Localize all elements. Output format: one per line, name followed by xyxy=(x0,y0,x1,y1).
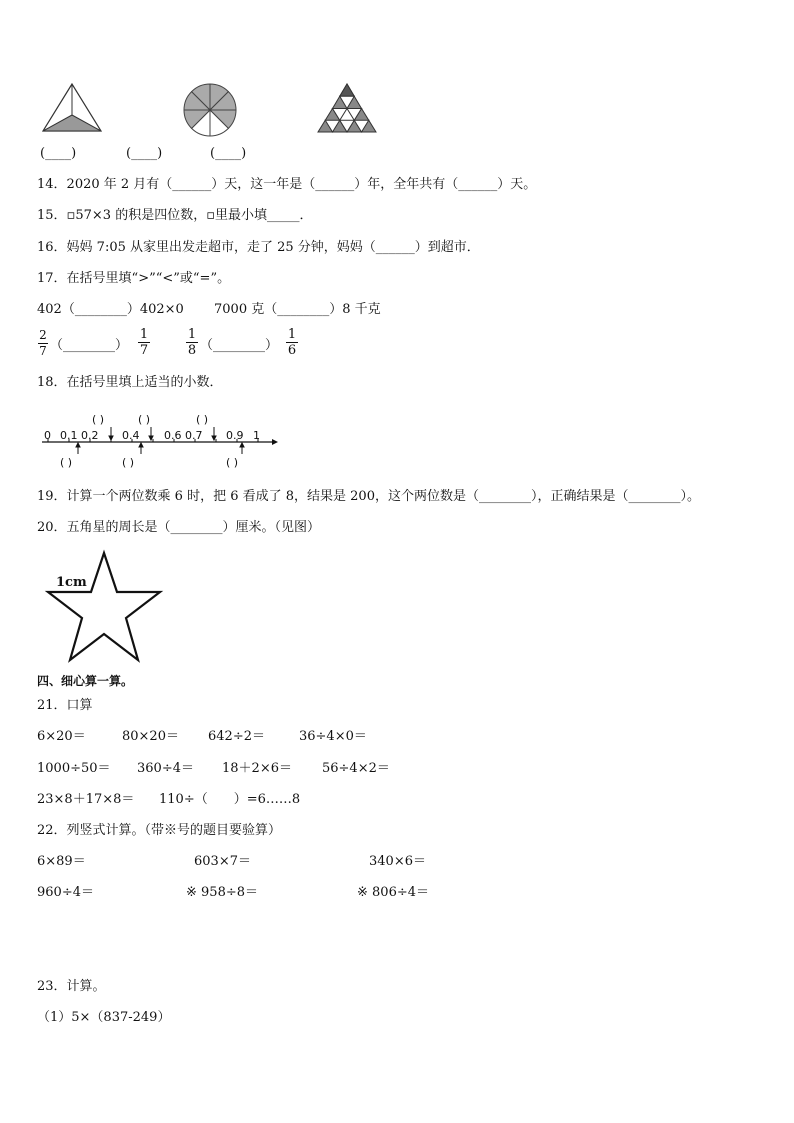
triangle-figure xyxy=(40,82,104,134)
question-14: 14．2020 年 2 月有（______）天，这一年是（______）年，全年共有（______）天。 xyxy=(37,177,537,192)
q22-r1-c2: 603×7＝ xyxy=(194,854,251,869)
number-line-paren-bottom-1[interactable]: ( ) xyxy=(60,456,73,469)
q22-r1-c1: 6×89＝ xyxy=(37,854,86,869)
number-line-paren-top-1[interactable]: ( ) xyxy=(92,413,105,426)
fraction-1-7 xyxy=(138,328,150,357)
fraction-2-7 xyxy=(38,329,48,358)
fraction-blank-2[interactable]: （________） xyxy=(200,338,279,353)
question-18-title: 18．在括号里填上适当的小数． xyxy=(37,375,223,390)
small-triangles-figure xyxy=(316,82,378,134)
q22-r2-c1: 960÷4＝ xyxy=(37,885,94,900)
question-21-title: 21．口算 xyxy=(37,698,93,713)
figure-blank-3[interactable]: (____) xyxy=(210,146,247,161)
fraction-numerator: 2 xyxy=(39,328,47,342)
number-line-label-0.2: 0.2 xyxy=(81,429,99,442)
q21-r1-c1: 6×20＝ xyxy=(37,729,86,744)
q21-r3-c1: 23×8＋17×8＝ xyxy=(37,792,135,807)
fraction-numerator: 1 xyxy=(287,327,297,342)
number-line-label-1: 1 xyxy=(253,429,260,442)
fraction-denominator: 8 xyxy=(187,343,197,358)
fraction-1-6 xyxy=(286,328,298,357)
question-19: 19．计算一个两位数乘 6 时，把 6 看成了 8，结果是 200，这个两位数是（________），正确结果是（________）。 xyxy=(37,489,700,504)
number-line-paren-top-3[interactable]: ( ) xyxy=(196,413,209,426)
q22-r1-c3: 340×6＝ xyxy=(369,854,426,869)
number-line-label-0.4: 0.4 xyxy=(122,429,140,442)
q22-r2-c3: ※ 806÷4＝ xyxy=(357,885,430,900)
section-4-heading: 四、细心算一算。 xyxy=(37,674,134,688)
star-side-label: 1cm xyxy=(56,575,87,590)
q21-r1-c2: 80×20＝ xyxy=(122,729,179,744)
question-20: 20．五角星的周长是（________）厘米。（见图） xyxy=(37,520,321,535)
number-line-label-0.7: 0.7 xyxy=(185,429,203,442)
number-line-label-0.9: 0.9 xyxy=(226,429,244,442)
question-17-row1-a: 402（________）402×0 xyxy=(37,302,184,317)
fraction-numerator: 1 xyxy=(139,327,149,342)
fraction-denominator: 7 xyxy=(139,343,149,358)
q21-r2-c1: 1000÷50＝ xyxy=(37,761,111,776)
q21-r2-c2: 360÷4＝ xyxy=(137,761,194,776)
fraction-1-8 xyxy=(186,328,198,357)
fraction-numerator: 1 xyxy=(187,327,197,342)
q22-r2-c2: ※ 958÷8＝ xyxy=(186,885,259,900)
number-line-label-0.6: 0.6 xyxy=(164,429,182,442)
star-figure xyxy=(46,550,164,665)
question-23-item-1: （1）5×（837-249） xyxy=(37,1010,171,1025)
q21-r1-c4: 36÷4×0＝ xyxy=(299,729,367,744)
q21-r3-c2: 110÷（ ）=6……8 xyxy=(159,792,301,807)
number-line-paren-top-2[interactable]: ( ) xyxy=(138,413,151,426)
question-15: 15．▫57×3 的积是四位数，▫里最小填_____． xyxy=(37,208,313,223)
figure-blank-2[interactable]: (____) xyxy=(126,146,163,161)
number-line-paren-bottom-2[interactable]: ( ) xyxy=(122,456,135,469)
number-line-paren-bottom-3[interactable]: ( ) xyxy=(226,456,239,469)
question-22-title: 22．列竖式计算。（带※号的题目要验算） xyxy=(37,823,282,838)
fraction-denominator: 6 xyxy=(287,343,297,358)
fraction-denominator: 7 xyxy=(39,344,47,358)
question-17-title: 17．在括号里填“>”“<”或“=”。 xyxy=(37,271,231,286)
number-line-label-0.1: 0.1 xyxy=(60,429,78,442)
question-17-row1-b: 7000 克（________）8 千克 xyxy=(214,302,381,317)
number-line-label-0: 0 xyxy=(44,429,51,442)
q21-r1-c3: 642÷2＝ xyxy=(208,729,265,744)
fraction-blank-1[interactable]: （________） xyxy=(50,338,129,353)
question-23-title: 23．计算。 xyxy=(37,979,106,994)
circle-figure xyxy=(182,82,238,138)
q21-r2-c3: 18＋2×6＝ xyxy=(222,761,292,776)
figure-blank-1[interactable]: (____) xyxy=(40,146,77,161)
q21-r2-c4: 56÷4×2＝ xyxy=(322,761,390,776)
question-16: 16．妈妈 7:05 从家里出发走超市，走了 25 分钟，妈妈（______）到超市． xyxy=(37,240,480,255)
